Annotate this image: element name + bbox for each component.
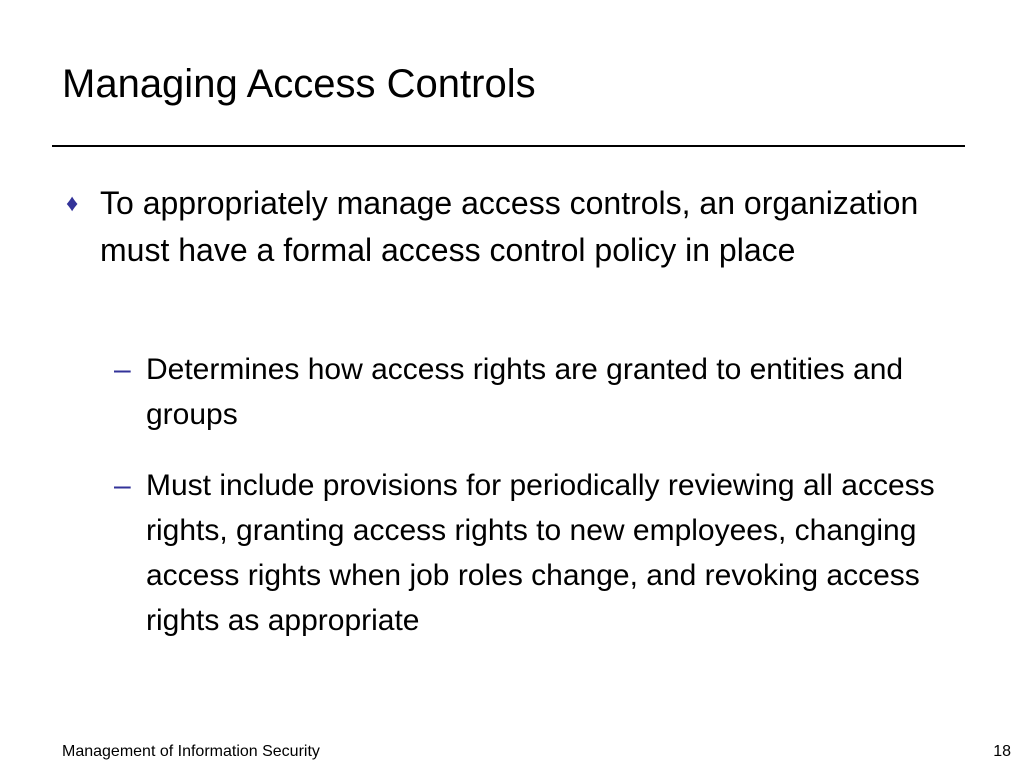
main-bullet	[66, 180, 960, 274]
main-bullet-text: To appropriately manage access controls, an organization must have a formal access control policy in place	[100, 185, 919, 268]
sub-bullet-text: Must include provisions for periodically reviewing all access rights, granting access rights to new employees, changing access rights when job roles change, and revoking access rights as appropriate	[146, 469, 935, 637]
slide-title: Managing Access Controls	[62, 62, 536, 106]
sub-bullet-text: Determines how access rights are granted to entities and groups	[146, 353, 904, 431]
dash-bullet-icon: –	[114, 353, 131, 386]
dash-bullet-icon: –	[114, 469, 131, 502]
title-divider	[52, 145, 965, 147]
diamond-bullet-icon: ♦	[66, 190, 79, 217]
footer-page-number: 18	[993, 743, 1011, 760]
sub-bullet-1	[114, 347, 956, 437]
sub-bullet-2	[114, 463, 956, 643]
footer-course-title: Management of Information Security	[62, 743, 320, 760]
